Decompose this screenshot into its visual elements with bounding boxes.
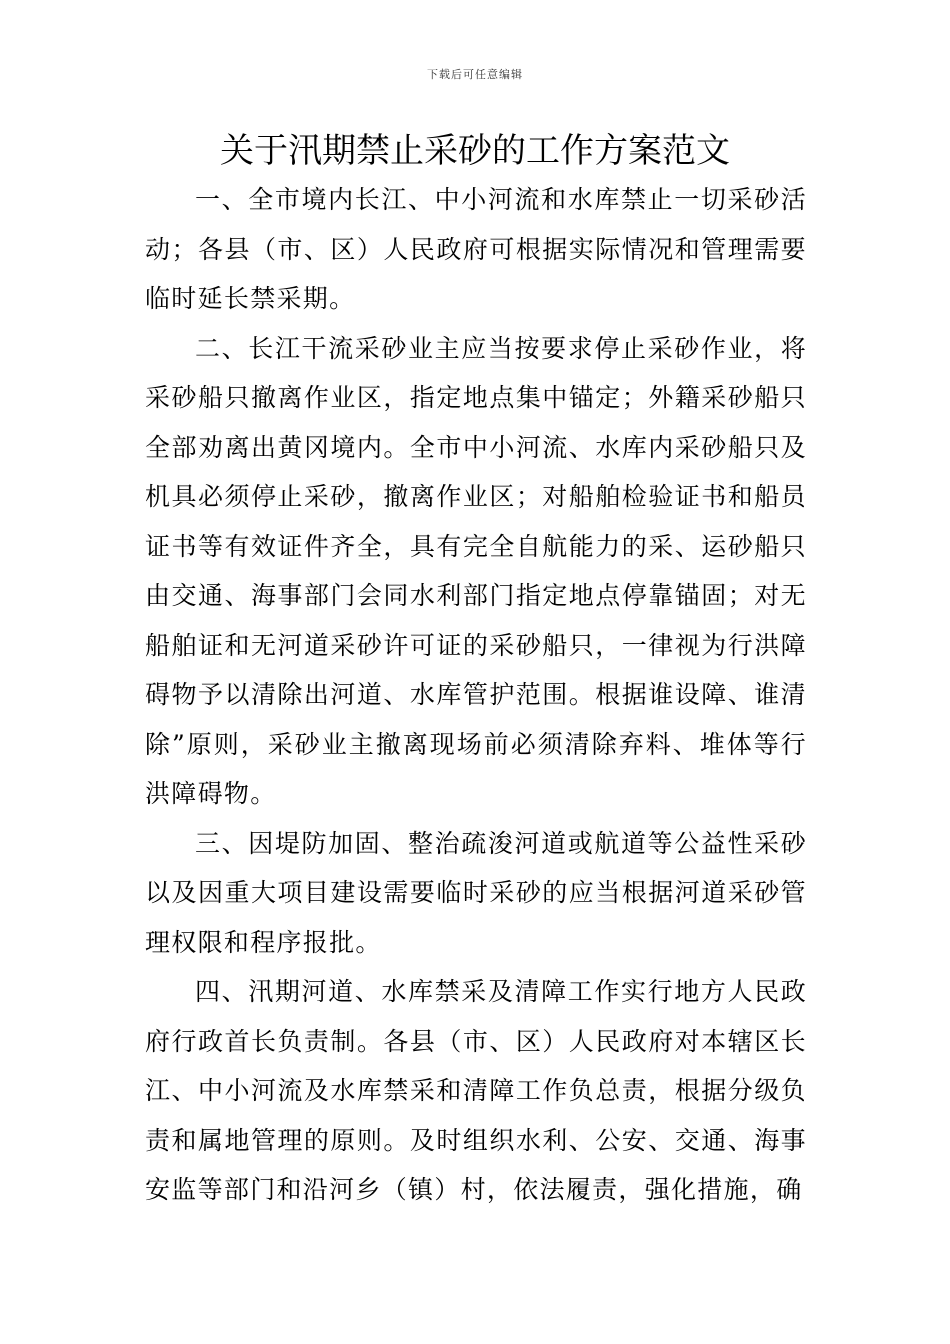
document-title: 关于汛期禁止采砂的工作方案范文: [220, 131, 730, 171]
paragraph-3: 三、因堤防加固、整治疏浚河道或航道等公益性采砂以及因重大项目建设需要临时采砂的应当根据河道采砂管理权限和程序报批。: [145, 828, 807, 957]
paragraph-4: 四、汛期河道、水库禁采及清障工作实行地方人民政府行政首长负责制。各县（市、区）人民政府对本辖区长江、中小河流及水库禁采和清障工作负总责，根据分级负责和属地管理的原则。及时组织水利、公安、交通、海事安监等部门和沿河乡（镇）村，依法履责，强化措施，确: [145, 977, 807, 1204]
paragraph-2: 二、长江干流采砂业主应当按要求停止采砂作业，将采砂船只撤离作业区，指定地点集中锚定；外籍采砂船只全部劝离出黄冈境内。全市中小河流、水库内采砂船只及机具必须停止采砂，撤离作业区；对船舶检验证书和船员证书等有效证件齐全，具有完全自航能力的采、运砂船只由交通、海事部门会同水利部门指定地点停靠锚固；对无船舶证和无河道采砂许可证的采砂船只，一律视为行洪障碍物予以清除出河道、水库管护范围。根据谁设障、谁清除”原则，采砂业主撤离现场前必须清除弃料、堆体等行洪障碍物。: [145, 333, 807, 808]
header-note: 下载后可任意编辑: [427, 68, 523, 81]
document-body: [145, 175, 807, 1215]
paragraph-1: 一、全市境内长江、中小河流和水库禁止一切采砂活动；各县（市、区）人民政府可根据实际情况和管理需要临时延长禁采期。: [145, 185, 807, 313]
